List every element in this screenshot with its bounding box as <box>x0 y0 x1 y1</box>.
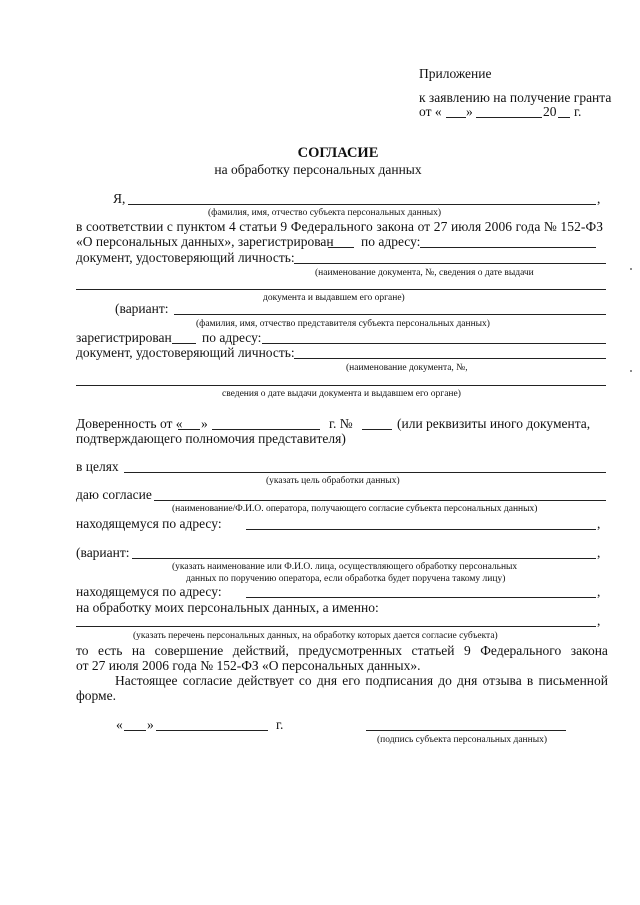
subject-doc-label: документ, удостоверяющий личность: <box>76 250 295 265</box>
operator-address-label: находящемуся по адресу: <box>76 516 222 531</box>
processor-field[interactable] <box>132 558 596 559</box>
personal-data-comma: , <box>597 613 601 628</box>
actions-line1-word: совершение <box>154 643 224 658</box>
subject-doc-field-2[interactable] <box>76 289 606 290</box>
signature-caption: (подпись субъекта персональных данных) <box>377 735 548 745</box>
scan-speck <box>630 268 632 270</box>
operator-address-field[interactable] <box>246 529 596 530</box>
personal-data-label: на обработку моих персональных данных, а именно: <box>76 600 379 615</box>
poa-line2: подтверждающего полномочия представителя) <box>76 431 346 446</box>
actions-line1-word: 9 <box>463 643 471 658</box>
representative-reg-field[interactable] <box>172 343 196 344</box>
representative-fio-field[interactable] <box>174 314 606 315</box>
processor-address-label: находящемуся по адресу: <box>76 584 222 599</box>
scan-speck <box>630 370 632 372</box>
appendix-day-field[interactable] <box>446 117 466 118</box>
subject-address-field[interactable] <box>420 247 596 248</box>
poa-number-label: г. № <box>329 416 353 431</box>
actions-line1-word: действий, <box>232 643 289 658</box>
operator-address-comma: , <box>597 516 601 531</box>
actions-line2: от 27 июля 2006 года № 152-ФЗ «О персональных данных». <box>76 658 421 673</box>
purpose-field[interactable] <box>124 472 606 473</box>
validity-line1: Настоящее согласие действует со дня его подписания до дня отзыва в письменной <box>115 673 608 688</box>
processor-address-comma: , <box>597 584 601 599</box>
subject-fio-caption: (фамилия, имя, отчество субъекта персональных данных) <box>208 208 442 218</box>
subject-ya-label: Я, <box>113 191 126 206</box>
subject-reg-label: «О персональных данных», зарегистрирован <box>76 234 334 249</box>
sign-date-close: » <box>147 717 154 732</box>
appendix-date-mid: » <box>466 104 473 119</box>
law-reference-line: в соответствии с пунктом 4 статьи 9 Федерального закона от 27 июля 2006 года № 152-ФЗ <box>76 219 604 234</box>
appendix-line2: к заявлению на получение гранта <box>419 90 612 105</box>
consent-label: даю согласие <box>76 487 152 502</box>
poa-quote-close: » <box>201 416 208 431</box>
representative-doc-caption2: сведения о дате выдачи документа и выдавшем его органе) <box>222 389 461 399</box>
sign-year-suffix: г. <box>276 717 284 732</box>
actions-line1-word: то <box>76 643 89 658</box>
appendix-month-field[interactable] <box>476 117 542 118</box>
appendix-year-field[interactable] <box>558 117 570 118</box>
validity-line2: форме. <box>76 688 116 703</box>
subject-fio-comma: , <box>597 191 601 206</box>
personal-data-field[interactable] <box>76 626 596 627</box>
sign-date-open: « <box>116 717 123 732</box>
representative-fio-caption: (фамилия, имя, отчество представителя субъекта персональных данных) <box>196 319 490 329</box>
poa-month-field[interactable] <box>212 429 320 430</box>
document-title: СОГЛАСИЕ <box>297 145 379 161</box>
processor-caption1: (указать наименование или Ф.И.О. лица, осуществляющего обработку персональных <box>172 562 518 572</box>
operator-field[interactable] <box>154 500 606 501</box>
representative-address-field[interactable] <box>262 343 606 344</box>
operator-caption: (наименование/Ф.И.О. оператора, получающего согласие субъекта персональных данных) <box>172 504 538 514</box>
poa-label: Доверенность от « <box>76 416 183 431</box>
representative-doc-field-2[interactable] <box>76 385 606 386</box>
subject-reg-field[interactable] <box>328 247 354 248</box>
processor-variant-label: (вариант: <box>76 545 130 560</box>
subject-fio-field[interactable] <box>128 204 596 205</box>
purpose-caption: (указать цель обработки данных) <box>266 476 400 486</box>
purpose-label: в целях <box>76 459 119 474</box>
sign-day-field[interactable] <box>124 730 146 731</box>
subject-doc-caption2: документа и выдавшем его органе) <box>263 293 405 303</box>
sign-month-field[interactable] <box>156 730 268 731</box>
actions-line1 <box>76 643 608 658</box>
actions-line1-word: закона <box>570 643 608 658</box>
processor-address-field[interactable] <box>246 597 596 598</box>
actions-line1-word: статьей <box>411 643 455 658</box>
actions-line1-word: есть <box>97 643 123 658</box>
representative-address-label: по адресу: <box>202 330 262 345</box>
processor-caption2: данных по поручению оператора, если обработка будет поручена такому лицу) <box>186 574 506 584</box>
subject-doc-field[interactable] <box>294 263 606 264</box>
representative-variant-label: (вариант: <box>115 301 169 316</box>
representative-reg-label: зарегистрирован <box>76 330 172 345</box>
actions-line1-word: Федерального <box>480 643 562 658</box>
appendix-title: Приложение <box>419 66 492 81</box>
subject-address-label: по адресу: <box>361 234 421 249</box>
document-subtitle: на обработку персональных данных <box>214 162 422 177</box>
poa-day-field[interactable] <box>178 429 200 430</box>
actions-line1-word: на <box>131 643 146 658</box>
appendix-date-suffix: г. <box>574 104 582 119</box>
representative-doc-label: документ, удостоверяющий личность: <box>76 345 295 360</box>
subject-doc-caption1: (наименование документа, №, сведения о дате выдачи <box>315 268 534 278</box>
poa-number-field[interactable] <box>362 429 392 430</box>
poa-alt-doc-text: (или реквизиты иного документа, <box>397 416 591 431</box>
personal-data-caption: (указать перечень персональных данных, на обработку которых дается согласие субъекта) <box>133 631 498 641</box>
processor-comma: , <box>597 545 601 560</box>
representative-doc-caption1: (наименование документа, №, <box>346 363 468 373</box>
appendix-date-year: 20 <box>543 104 557 119</box>
representative-doc-field[interactable] <box>294 358 606 359</box>
signature-field[interactable] <box>366 730 566 731</box>
actions-line1-word: предусмотренных <box>298 643 402 658</box>
appendix-date-prefix: от « <box>419 104 442 119</box>
